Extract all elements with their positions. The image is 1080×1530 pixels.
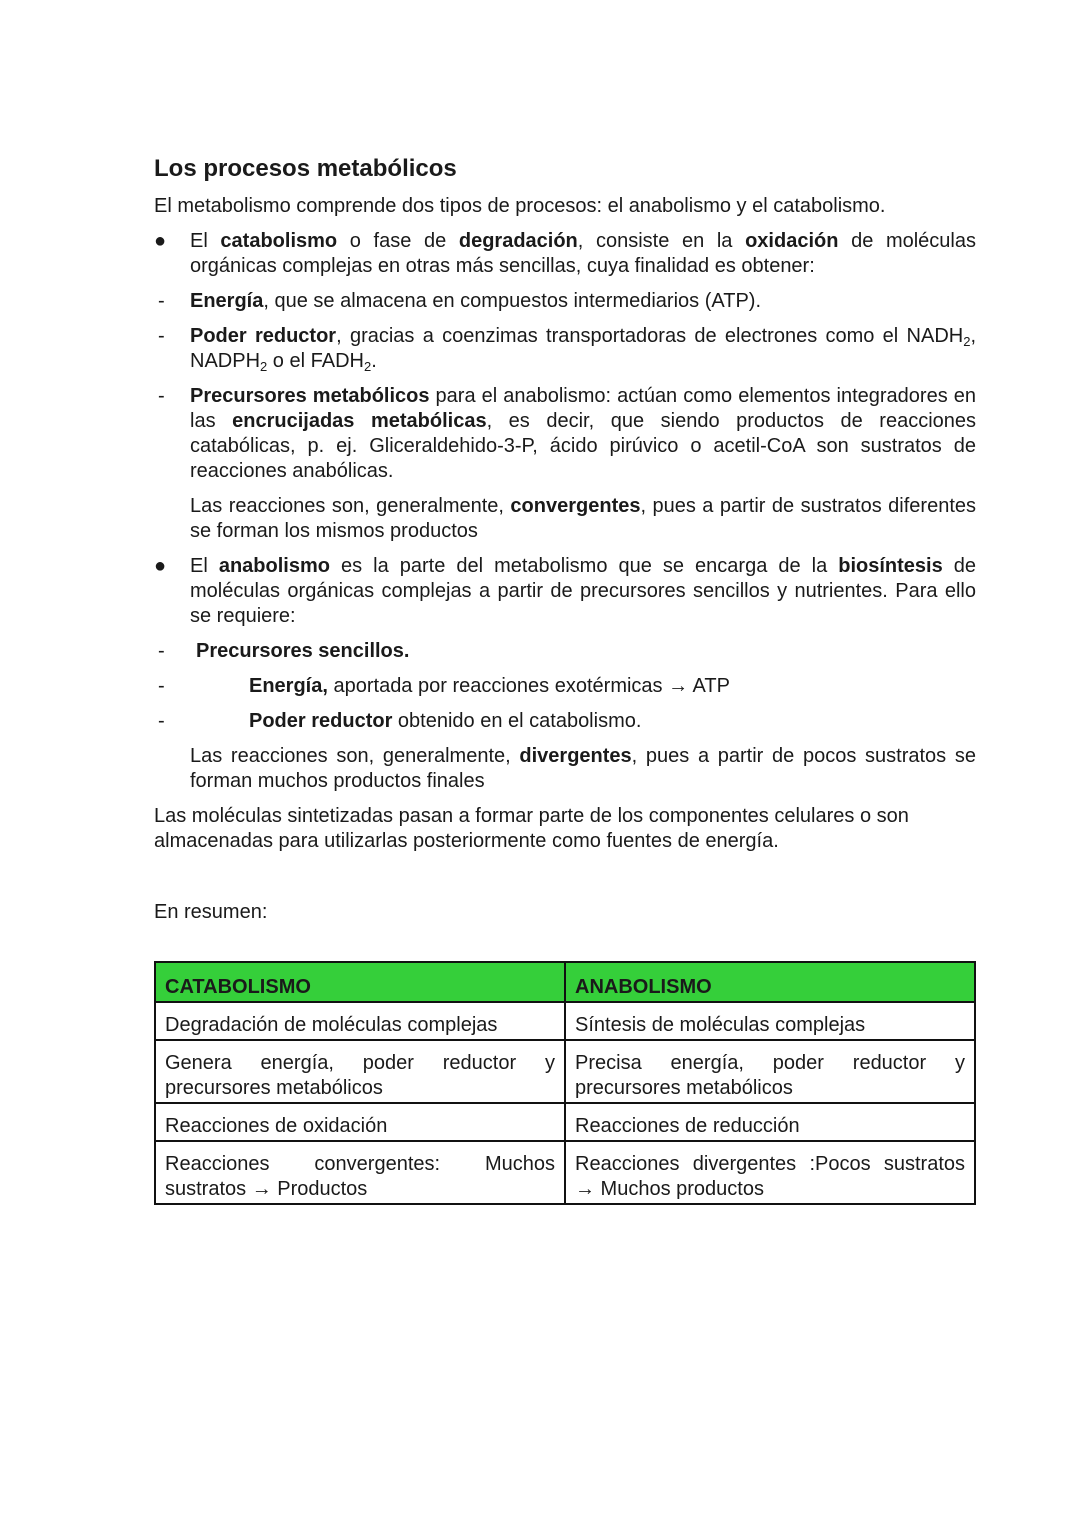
table-row [155, 1040, 975, 1103]
intro-paragraph: El metabolismo comprende dos tipos de procesos: el anabolismo y el catabolismo. [154, 195, 886, 217]
table-header-catabolism: CATABOLISMO [155, 962, 565, 1002]
dash-icon: - [158, 710, 165, 732]
dash-icon: - [158, 385, 165, 407]
catabolism-paragraph: El catabolismo o fase de degradación, consiste en la oxidación de moléculas orgánicas complejas en otras más sencillas, cuya finalidad es obtener: [190, 230, 976, 277]
table-cell: Reacciones divergentes :Pocos sustratos → Muchos productos [565, 1141, 975, 1204]
bullet-icon: ● [154, 555, 167, 577]
catabolism-item-energy: - Energía, que se almacena en compuestos intermediarios (ATP). [158, 290, 761, 312]
anabolism-bullet [154, 554, 976, 629]
anabolism-closing: Las reacciones son, generalmente, divergentes, pues a partir de pocos sustratos se forman muchos productos finales [190, 745, 976, 792]
table-row [155, 1141, 975, 1204]
table-cell: Degradación de moléculas complejas [155, 1002, 565, 1040]
table-cell: Reacciones de reducción [565, 1103, 975, 1141]
table-row [155, 1103, 975, 1141]
outro-paragraph: Las moléculas sintetizadas pasan a formar parte de los componentes celulares o son almacenadas para utilizarlas posteriormente como fuentes de energía. [154, 805, 909, 852]
bullet-icon: ● [154, 230, 167, 252]
table-header-row [155, 962, 975, 1002]
table-header-anabolism: ANABOLISMO [565, 962, 975, 1002]
catabolism-bullet [154, 229, 976, 279]
summary-label: En resumen: [154, 901, 268, 923]
anabolism-item-reducing-power: - Poder reductor obtenido en el catabolismo. [158, 710, 642, 732]
table-cell: Reacciones convergentes: Muchos sustratos → Productos [155, 1141, 565, 1204]
dash-icon: - [158, 325, 165, 347]
catabolism-closing: Las reacciones son, generalmente, convergentes, pues a partir de sustratos diferentes se forman los mismos productos [190, 495, 976, 542]
page-title: Los procesos metabólicos [154, 155, 457, 182]
table-cell: Precisa energía, poder reductor y precursores metabólicos [565, 1040, 975, 1103]
table-cell: Reacciones de oxidación [155, 1103, 565, 1141]
dash-icon: - [158, 675, 165, 697]
document-page [154, 154, 976, 1205]
dash-icon: - [158, 640, 165, 662]
anabolism-paragraph: El anabolismo es la parte del metabolismo que se encarga de la biosíntesis de moléculas orgánicas complejas a partir de precursores sencillos y nutrientes. Para ello se requiere: [190, 555, 977, 627]
table-cell: Síntesis de moléculas complejas [565, 1002, 975, 1040]
anabolism-item-precursors: - Precursores sencillos. [158, 640, 410, 662]
anabolism-item-energy: - Energía, aportada por reacciones exotérmicas → ATP [158, 675, 730, 697]
dash-icon: - [158, 290, 165, 312]
catabolism-item-precursors: - Precursores metabólicos para el anabolismo: actúan como elementos integradores en las encrucijadas metabólicas, es decir, que siendo productos de reacciones catabólicas, p. ej. Gliceraldehido-3-P, ácido pirúvico o acetil-CoA son sustratos de reacciones anabólicas. [158, 385, 977, 482]
summary-table [154, 961, 976, 1205]
catabolism-item-reducing-power: - Poder reductor, gracias a coenzimas transportadoras de electrones como el $NADH_2$, $NADPH_2$ o el $FADH_2$. [158, 325, 976, 374]
table-cell: Genera energía, poder reductor y precursores metabólicos [155, 1040, 565, 1103]
table-row [155, 1002, 975, 1040]
